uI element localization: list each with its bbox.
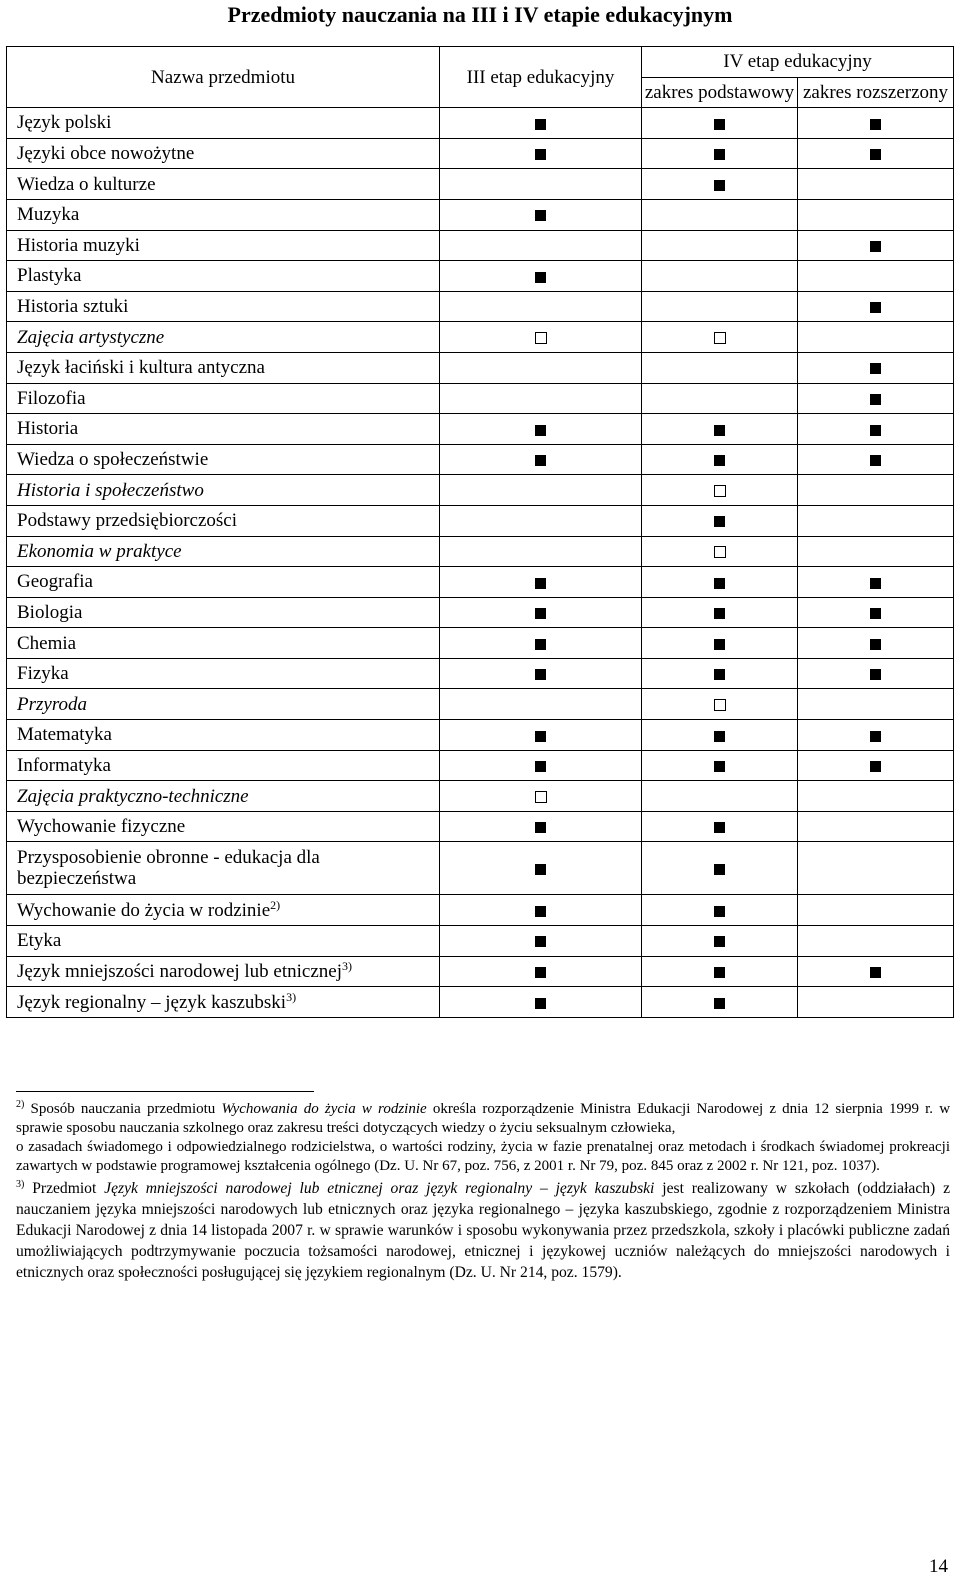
filled-square-icon bbox=[714, 578, 725, 589]
empty-square-icon bbox=[714, 485, 726, 497]
stage-3-mark-cell bbox=[440, 926, 642, 957]
subject-name-text: Język polski bbox=[17, 112, 112, 134]
stage-3-mark-cell bbox=[440, 414, 642, 445]
subject-name-text: Historia bbox=[17, 418, 79, 440]
stage-3-mark-cell bbox=[440, 956, 642, 987]
basic-scope-mark-cell bbox=[642, 926, 798, 957]
extended-scope-mark-cell bbox=[798, 261, 954, 292]
subject-name bbox=[7, 689, 440, 720]
basic-scope-mark-cell bbox=[642, 291, 798, 322]
footnote-separator bbox=[16, 1091, 314, 1092]
filled-square-icon bbox=[714, 906, 725, 917]
footnote-reference: 3) bbox=[342, 958, 353, 973]
stage-3-mark-cell bbox=[440, 169, 642, 200]
subjects-body bbox=[7, 108, 954, 1018]
subject-name-text: Plastyka bbox=[17, 265, 82, 287]
subject-name bbox=[7, 536, 440, 567]
extended-scope-mark-cell bbox=[798, 987, 954, 1018]
subject-name-text: Filozofia bbox=[17, 387, 86, 409]
empty-square-icon bbox=[714, 546, 726, 558]
basic-scope-mark-cell bbox=[642, 322, 798, 353]
filled-square-icon bbox=[870, 425, 881, 436]
subject-name-text: Etyka bbox=[17, 930, 62, 952]
extended-scope-mark-cell bbox=[798, 414, 954, 445]
filled-square-icon bbox=[535, 731, 546, 742]
footnote-3-text: jest realizowany w szkołach (oddziałach) z nauczaniem języka mniejszości narodowych lub etnicznych oraz języka regionalnego – języka kaszubskiego, zgodnie z rozporządzeniem Ministra Edukacji Narodowej z dnia 14 listopada 2007 r. w sprawie warunków i sposobu wykonywania przez przedszkola, szkoły i placówki publiczne zadań umożliwiających podtrzymywanie poczucia tożsamości narodowej, etnicznej i językowej uczniów należących do mniejszości narodowych i etnicznych oraz społeczności posługującej się językiem regionalnym (Dz. U. Nr 214, poz. 1579). bbox=[16, 1180, 950, 1281]
filled-square-icon bbox=[714, 967, 725, 978]
subject-name bbox=[7, 199, 440, 230]
basic-scope-mark-cell bbox=[642, 536, 798, 567]
subject-name bbox=[7, 720, 440, 751]
filled-square-icon bbox=[714, 761, 725, 772]
filled-square-icon bbox=[535, 608, 546, 619]
extended-scope-mark-cell bbox=[798, 781, 954, 812]
filled-square-icon bbox=[870, 394, 881, 405]
extended-scope-mark-cell bbox=[798, 842, 954, 895]
extended-scope-mark-cell bbox=[798, 750, 954, 781]
filled-square-icon bbox=[870, 669, 881, 680]
extended-scope-mark-cell bbox=[798, 138, 954, 169]
extended-scope-mark-cell bbox=[798, 628, 954, 659]
subject-name bbox=[7, 895, 440, 926]
table-row bbox=[7, 444, 954, 475]
table-row bbox=[7, 689, 954, 720]
filled-square-icon bbox=[870, 302, 881, 313]
subject-name-text: Biologia bbox=[17, 601, 83, 623]
table-row bbox=[7, 811, 954, 842]
stage-3-mark-cell bbox=[440, 750, 642, 781]
stage-3-mark-cell bbox=[440, 628, 642, 659]
stage-3-mark-cell bbox=[440, 261, 642, 292]
table-row bbox=[7, 291, 954, 322]
extended-scope-mark-cell bbox=[798, 658, 954, 689]
subject-name-text: Zajęcia artystyczne bbox=[17, 326, 165, 348]
subject-name-text: Przyroda bbox=[17, 693, 88, 715]
filled-square-icon bbox=[870, 731, 881, 742]
header-extended-scope: zakres rozszerzony bbox=[798, 77, 954, 108]
filled-square-icon bbox=[714, 119, 725, 130]
filled-square-icon bbox=[714, 516, 725, 527]
table-row bbox=[7, 352, 954, 383]
table-row bbox=[7, 108, 954, 139]
basic-scope-mark-cell bbox=[642, 956, 798, 987]
subject-name bbox=[7, 987, 440, 1018]
footnote-2-italic: Wychowania do życia w rodzinie bbox=[221, 1101, 427, 1117]
subject-name bbox=[7, 108, 440, 139]
table-row bbox=[7, 781, 954, 812]
stage-3-mark-cell bbox=[440, 383, 642, 414]
table-row bbox=[7, 842, 954, 895]
extended-scope-mark-cell bbox=[798, 720, 954, 751]
subject-name bbox=[7, 781, 440, 812]
basic-scope-mark-cell bbox=[642, 261, 798, 292]
filled-square-icon bbox=[535, 272, 546, 283]
extended-scope-mark-cell bbox=[798, 811, 954, 842]
filled-square-icon bbox=[535, 864, 546, 875]
filled-square-icon bbox=[714, 936, 725, 947]
filled-square-icon bbox=[535, 425, 546, 436]
subject-name bbox=[7, 169, 440, 200]
filled-square-icon bbox=[714, 864, 725, 875]
page-title: Przedmioty nauczania na III i IV etapie edukacyjnym bbox=[227, 2, 733, 27]
subject-name-text: Język mniejszości narodowej lub etnicznej bbox=[17, 960, 343, 982]
basic-scope-mark-cell bbox=[642, 169, 798, 200]
table-row bbox=[7, 414, 954, 445]
extended-scope-mark-cell bbox=[798, 505, 954, 536]
stage-3-mark-cell bbox=[440, 811, 642, 842]
table-row bbox=[7, 567, 954, 598]
subject-name-text: Matematyka bbox=[17, 724, 112, 746]
subject-name bbox=[7, 138, 440, 169]
filled-square-icon bbox=[535, 149, 546, 160]
page-number: 14 bbox=[929, 1556, 948, 1577]
filled-square-icon bbox=[714, 149, 725, 160]
filled-square-icon bbox=[870, 967, 881, 978]
footnote-2-lead: Sposób nauczania przedmiotu bbox=[30, 1101, 216, 1117]
subject-name bbox=[7, 475, 440, 506]
table-row bbox=[7, 505, 954, 536]
stage-3-mark-cell bbox=[440, 230, 642, 261]
extended-scope-mark-cell bbox=[798, 352, 954, 383]
stage-3-mark-cell bbox=[440, 291, 642, 322]
basic-scope-mark-cell bbox=[642, 138, 798, 169]
table-row bbox=[7, 536, 954, 567]
table-row bbox=[7, 475, 954, 506]
basic-scope-mark-cell bbox=[642, 199, 798, 230]
stage-3-mark-cell bbox=[440, 322, 642, 353]
basic-scope-mark-cell bbox=[642, 567, 798, 598]
extended-scope-mark-cell bbox=[798, 567, 954, 598]
subject-name-text: Język regionalny – język kaszubski bbox=[17, 991, 287, 1013]
basic-scope-mark-cell bbox=[642, 597, 798, 628]
basic-scope-mark-cell bbox=[642, 444, 798, 475]
subject-name bbox=[7, 750, 440, 781]
stage-3-mark-cell bbox=[440, 199, 642, 230]
filled-square-icon bbox=[535, 210, 546, 221]
subject-name-text: Historia muzyki bbox=[17, 234, 140, 256]
filled-square-icon bbox=[714, 669, 725, 680]
footnote-2-text: określa rozporządzenie Ministra Edukacji Narodowej z dnia 12 sierpnia 1999 r. w sprawie sposobu nauczania szkolnego oraz zakresu treści dotyczących wiedzy o życiu seksualnym człowieka, bbox=[16, 1101, 951, 1136]
basic-scope-mark-cell bbox=[642, 352, 798, 383]
table-row bbox=[7, 261, 954, 292]
basic-scope-mark-cell bbox=[642, 230, 798, 261]
footnote-3-italic: Język mniejszości narodowej lub etnicznej oraz język regionalny – język kaszubski bbox=[104, 1180, 655, 1197]
table-row bbox=[7, 750, 954, 781]
stage-3-mark-cell bbox=[440, 720, 642, 751]
subject-name bbox=[7, 352, 440, 383]
basic-scope-mark-cell bbox=[642, 750, 798, 781]
stage-3-mark-cell bbox=[440, 352, 642, 383]
basic-scope-mark-cell bbox=[642, 781, 798, 812]
subject-name bbox=[7, 383, 440, 414]
header-stage-3: III etap edukacyjny bbox=[440, 47, 642, 108]
extended-scope-mark-cell bbox=[798, 475, 954, 506]
extended-scope-mark-cell bbox=[798, 926, 954, 957]
filled-square-icon bbox=[714, 731, 725, 742]
subject-name-text: Podstawy przedsiębiorczości bbox=[17, 510, 238, 532]
filled-square-icon bbox=[870, 241, 881, 252]
extended-scope-mark-cell bbox=[798, 895, 954, 926]
table-row bbox=[7, 169, 954, 200]
stage-3-mark-cell bbox=[440, 597, 642, 628]
extended-scope-mark-cell bbox=[798, 956, 954, 987]
subject-name bbox=[7, 261, 440, 292]
table-row bbox=[7, 230, 954, 261]
footnote-2-continued: o zasadach świadomego i odpowiedzialnego rodzicielstwa, o wartości rodziny, życia w fazie prenatalnej oraz metodach i środkach świadomej prokreacji zawartych w podstawie programowej kształcenia ogólnego (Dz. U. Nr 67, poz. 756, z 2001 r. Nr 79, poz. 845 oraz z 2002 r. Nr 121, poz. 1037). bbox=[16, 1139, 950, 1174]
subject-name-text: Ekonomia w praktyce bbox=[17, 540, 182, 562]
header-stage-4: IV etap edukacyjny bbox=[642, 47, 954, 78]
subject-name bbox=[7, 444, 440, 475]
basic-scope-mark-cell bbox=[642, 505, 798, 536]
empty-square-icon bbox=[714, 332, 726, 344]
table-row bbox=[7, 895, 954, 926]
subject-name bbox=[7, 956, 440, 987]
footnote-3 bbox=[16, 1178, 950, 1283]
subject-name bbox=[7, 842, 440, 895]
stage-3-mark-cell bbox=[440, 895, 642, 926]
table-row bbox=[7, 658, 954, 689]
table-row bbox=[7, 987, 954, 1018]
empty-square-icon bbox=[535, 332, 547, 344]
empty-square-icon bbox=[535, 791, 547, 803]
filled-square-icon bbox=[535, 669, 546, 680]
filled-square-icon bbox=[535, 822, 546, 833]
footnote-2-mark: 2) bbox=[16, 1099, 25, 1110]
stage-3-mark-cell bbox=[440, 842, 642, 895]
table-row bbox=[7, 597, 954, 628]
filled-square-icon bbox=[535, 639, 546, 650]
basic-scope-mark-cell bbox=[642, 628, 798, 659]
subject-name-text: Chemia bbox=[17, 632, 77, 654]
footnote-3-mark: 3) bbox=[16, 1179, 25, 1190]
subject-name bbox=[7, 230, 440, 261]
extended-scope-mark-cell bbox=[798, 536, 954, 567]
subject-name bbox=[7, 811, 440, 842]
header-basic-scope: zakres podstawowy bbox=[642, 77, 798, 108]
filled-square-icon bbox=[714, 639, 725, 650]
filled-square-icon bbox=[535, 936, 546, 947]
subject-name-text: Historia sztuki bbox=[17, 296, 129, 318]
table-row bbox=[7, 926, 954, 957]
subject-name-text: Wiedza o społeczeństwie bbox=[17, 449, 209, 471]
stage-3-mark-cell bbox=[440, 536, 642, 567]
basic-scope-mark-cell bbox=[642, 475, 798, 506]
subject-name-text: Wychowanie fizyczne bbox=[17, 816, 186, 838]
extended-scope-mark-cell bbox=[798, 444, 954, 475]
basic-scope-mark-cell bbox=[642, 720, 798, 751]
subject-name-text: Przysposobienie obronne - edukacja dla bezpieczeństwa bbox=[17, 847, 320, 890]
table-row bbox=[7, 628, 954, 659]
subject-name-text: Historia i społeczeństwo bbox=[17, 479, 204, 501]
extended-scope-mark-cell bbox=[798, 689, 954, 720]
filled-square-icon bbox=[535, 998, 546, 1009]
filled-square-icon bbox=[714, 822, 725, 833]
filled-square-icon bbox=[870, 608, 881, 619]
extended-scope-mark-cell bbox=[798, 199, 954, 230]
filled-square-icon bbox=[870, 363, 881, 374]
basic-scope-mark-cell bbox=[642, 658, 798, 689]
basic-scope-mark-cell bbox=[642, 842, 798, 895]
extended-scope-mark-cell bbox=[798, 169, 954, 200]
subject-name bbox=[7, 291, 440, 322]
subject-name bbox=[7, 597, 440, 628]
subject-name-text: Informatyka bbox=[17, 754, 111, 776]
subject-name bbox=[7, 505, 440, 536]
basic-scope-mark-cell bbox=[642, 689, 798, 720]
subject-name-text: Języki obce nowożytne bbox=[17, 143, 195, 165]
stage-3-mark-cell bbox=[440, 108, 642, 139]
subject-name-text: Zajęcia praktyczno-techniczne bbox=[17, 785, 249, 807]
table-row bbox=[7, 383, 954, 414]
table-row bbox=[7, 138, 954, 169]
extended-scope-mark-cell bbox=[798, 322, 954, 353]
stage-3-mark-cell bbox=[440, 658, 642, 689]
stage-3-mark-cell bbox=[440, 567, 642, 598]
filled-square-icon bbox=[714, 455, 725, 466]
footnote-reference: 3) bbox=[286, 989, 297, 1004]
filled-square-icon bbox=[535, 967, 546, 978]
filled-square-icon bbox=[714, 998, 725, 1009]
extended-scope-mark-cell bbox=[798, 108, 954, 139]
filled-square-icon bbox=[870, 578, 881, 589]
subject-name-text: Wychowanie do życia w rodzinie bbox=[17, 899, 271, 921]
basic-scope-mark-cell bbox=[642, 108, 798, 139]
subject-name-text: Wiedza o kulturze bbox=[17, 173, 156, 195]
filled-square-icon bbox=[870, 149, 881, 160]
filled-square-icon bbox=[870, 119, 881, 130]
subject-name bbox=[7, 658, 440, 689]
stage-3-mark-cell bbox=[440, 475, 642, 506]
subject-name bbox=[7, 926, 440, 957]
filled-square-icon bbox=[714, 180, 725, 191]
header-subject-name: Nazwa przedmiotu bbox=[7, 47, 440, 108]
subject-name-text: Fizyka bbox=[17, 663, 69, 685]
table-row bbox=[7, 720, 954, 751]
subject-name-text: Język łaciński i kultura antyczna bbox=[17, 357, 265, 379]
table-row bbox=[7, 199, 954, 230]
stage-3-mark-cell bbox=[440, 781, 642, 812]
stage-3-mark-cell bbox=[440, 505, 642, 536]
filled-square-icon bbox=[714, 425, 725, 436]
filled-square-icon bbox=[870, 639, 881, 650]
filled-square-icon bbox=[535, 455, 546, 466]
subjects-table bbox=[6, 46, 954, 1018]
subject-name bbox=[7, 628, 440, 659]
filled-square-icon bbox=[535, 906, 546, 917]
extended-scope-mark-cell bbox=[798, 383, 954, 414]
table-row bbox=[7, 322, 954, 353]
table-row bbox=[7, 956, 954, 987]
stage-3-mark-cell bbox=[440, 444, 642, 475]
stage-3-mark-cell bbox=[440, 138, 642, 169]
footnotes bbox=[16, 1100, 950, 1283]
basic-scope-mark-cell bbox=[642, 383, 798, 414]
footnote-2 bbox=[16, 1100, 950, 1138]
filled-square-icon bbox=[714, 608, 725, 619]
empty-square-icon bbox=[714, 699, 726, 711]
subject-name-text: Muzyka bbox=[17, 204, 80, 226]
extended-scope-mark-cell bbox=[798, 291, 954, 322]
footnote-3-lead: Przedmiot bbox=[32, 1180, 97, 1197]
filled-square-icon bbox=[535, 761, 546, 772]
filled-square-icon bbox=[535, 119, 546, 130]
filled-square-icon bbox=[535, 578, 546, 589]
basic-scope-mark-cell bbox=[642, 895, 798, 926]
subject-name bbox=[7, 567, 440, 598]
filled-square-icon bbox=[870, 761, 881, 772]
footnote-reference: 2) bbox=[270, 897, 281, 912]
filled-square-icon bbox=[870, 455, 881, 466]
basic-scope-mark-cell bbox=[642, 987, 798, 1018]
extended-scope-mark-cell bbox=[798, 597, 954, 628]
basic-scope-mark-cell bbox=[642, 811, 798, 842]
stage-3-mark-cell bbox=[440, 987, 642, 1018]
subject-name bbox=[7, 322, 440, 353]
subject-name bbox=[7, 414, 440, 445]
stage-3-mark-cell bbox=[440, 689, 642, 720]
basic-scope-mark-cell bbox=[642, 414, 798, 445]
subject-name-text: Geografia bbox=[17, 571, 93, 593]
extended-scope-mark-cell bbox=[798, 230, 954, 261]
